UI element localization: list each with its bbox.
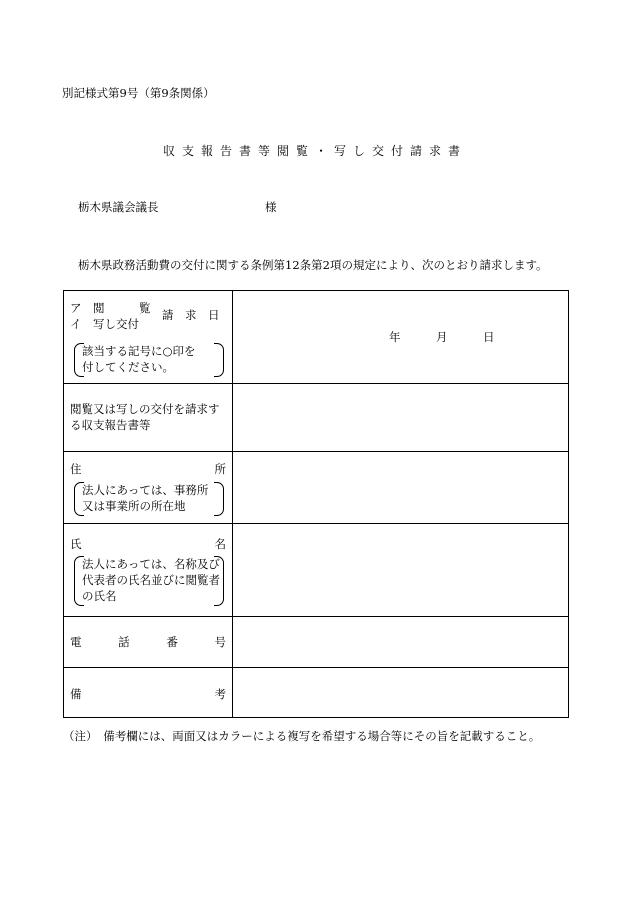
form-number-label: 別記様式第9号（第9条関係） <box>62 86 215 100</box>
name-label-b: 名 <box>214 537 226 551</box>
remarks-label <box>70 686 226 702</box>
document-title: 収支報告書等閲覧・写し交付請求書 <box>162 144 467 158</box>
phone-label-c3: 番 <box>166 635 178 649</box>
request-note-line2: 付してください。 <box>82 360 174 374</box>
phone-label-c1: 電 <box>70 635 82 649</box>
phone-label-c2: 話 <box>118 635 130 649</box>
request-date-label: 請 求 日 <box>162 308 220 322</box>
option-inspection[interactable]: ア 閲 覧 <box>70 301 151 315</box>
phone-label <box>70 634 226 650</box>
name-note-line3: の氏名 <box>82 589 117 603</box>
remarks-label-c1: 備 <box>70 687 82 701</box>
address-label <box>70 461 226 477</box>
request-note-line1: 該当する記号に○印を <box>82 344 196 358</box>
phone-field[interactable] <box>233 617 569 667</box>
address-field[interactable] <box>233 452 569 523</box>
date-year-label: 年 <box>389 330 401 344</box>
honorific: 様 <box>265 200 277 214</box>
phone-label-c4: 号 <box>214 635 226 649</box>
reports-field[interactable] <box>233 384 569 451</box>
request-date-field[interactable] <box>233 291 569 383</box>
option-copy-issue[interactable]: イ 写し交付 <box>70 317 139 331</box>
reports-label-line1: 閲覧又は写しの交付を請求す <box>70 402 220 416</box>
date-day-label: 日 <box>483 330 495 344</box>
addressee: 栃木県議会議長 <box>78 200 159 214</box>
name-note-line1: 法人にあっては、名称及び <box>82 557 220 571</box>
reports-label-line2: る収支報告書等 <box>70 418 151 432</box>
request-form-table <box>63 290 569 718</box>
address-label-a: 住 <box>70 462 82 476</box>
intro-statement: 栃木県政務活動費の交付に関する条例第12条第2項の規定により、次のとおり請求します。 <box>78 258 548 272</box>
footnote: （注） 備考欄には、両面又はカラーによる複写を希望する場合等にその旨を記載すること。 <box>63 729 541 743</box>
address-label-b: 所 <box>214 462 226 476</box>
name-label-a: 氏 <box>70 537 82 551</box>
address-note-line2: 又は事業所の所在地 <box>82 499 186 513</box>
name-note-line2: 代表者の氏名並びに閲覧者 <box>82 573 220 587</box>
date-month-label: 月 <box>436 330 448 344</box>
name-field[interactable] <box>233 524 569 616</box>
remarks-label-c2: 考 <box>214 687 226 701</box>
address-note-line1: 法人にあっては、事務所 <box>82 483 209 497</box>
remarks-field[interactable] <box>233 668 569 717</box>
name-label <box>70 536 226 552</box>
